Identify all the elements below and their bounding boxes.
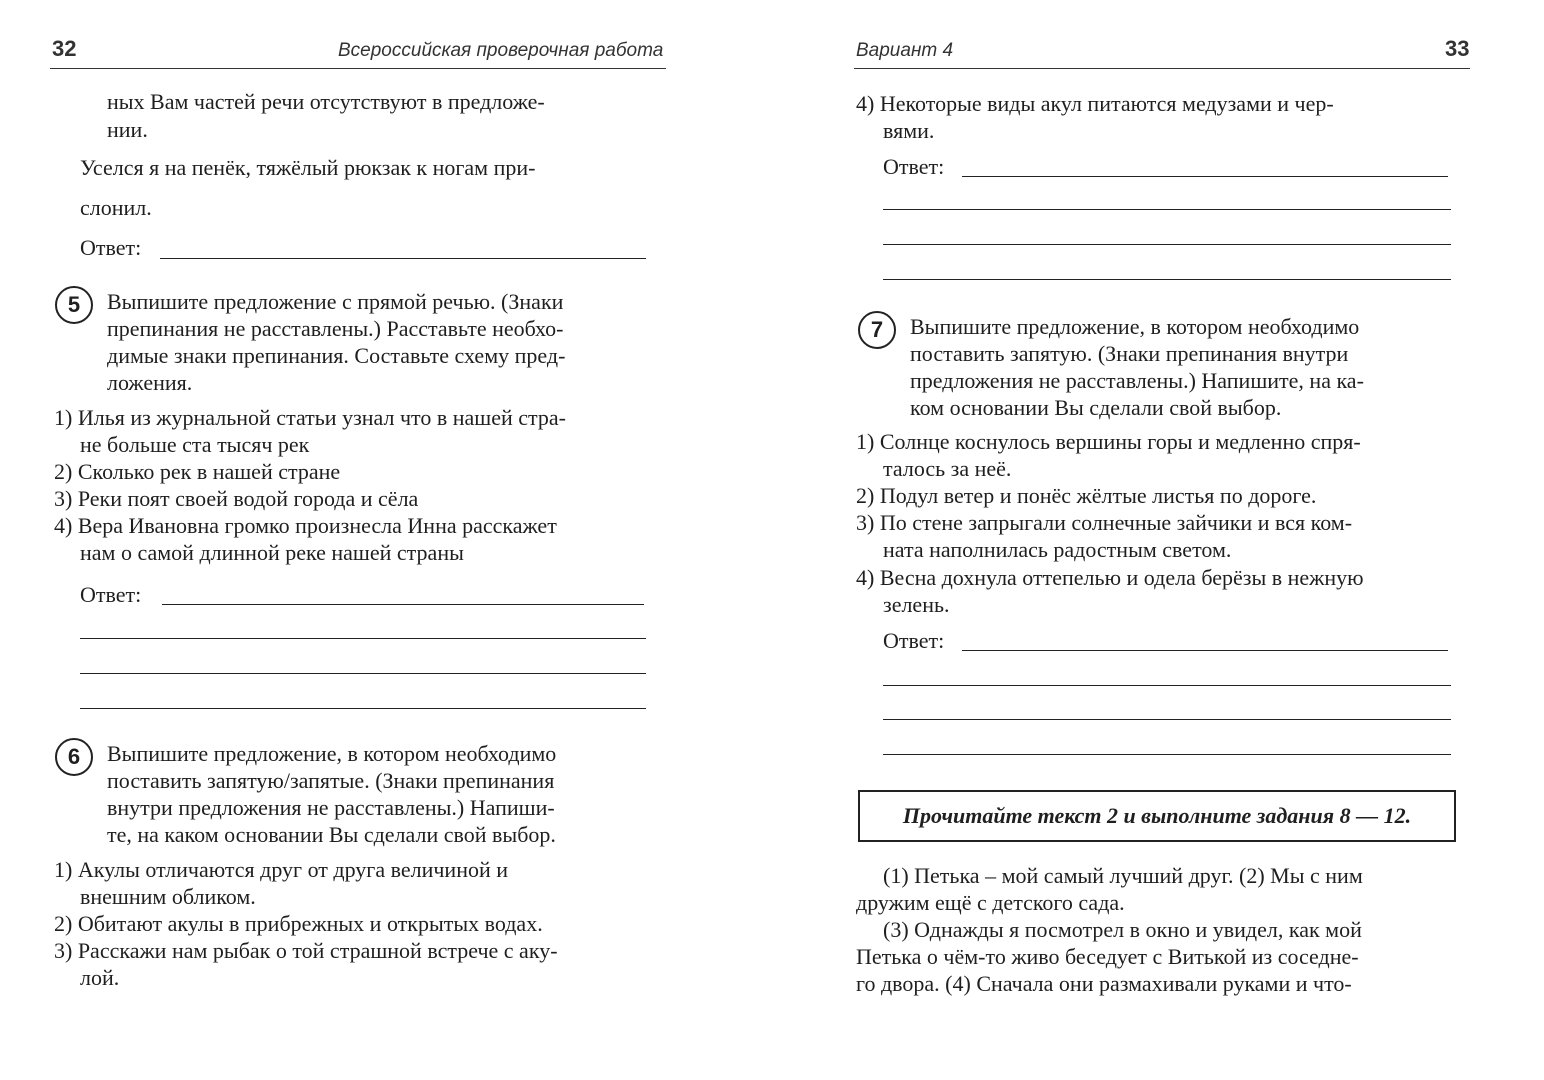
option-line: 1) Солнце коснулось вершины горы и медленно спря- [856, 429, 1361, 454]
option-line: 3) По стене запрыгали солнечные зайчики и вся ком- [856, 510, 1353, 535]
task-text-line: поставить запятую/запятые. (Знаки препинания [107, 768, 555, 793]
task-number-badge: 5 [55, 286, 93, 324]
sentence-line: слонил. [80, 195, 152, 220]
answer-line[interactable] [80, 673, 646, 674]
page-number: 33 [1445, 36, 1470, 61]
answer-line[interactable] [160, 258, 646, 259]
option-line: талось за неё. [883, 456, 1012, 481]
answer-label: Ответ: [883, 628, 945, 653]
header-rule [50, 68, 666, 69]
answer-line[interactable] [962, 176, 1448, 177]
answer-line[interactable] [883, 685, 1451, 686]
option-line: 3) Реки поят своей водой города и сёла [54, 486, 419, 511]
intro-line: ных Вам частей речи отсутствуют в предложе- [107, 89, 545, 114]
text-paragraph-line: дружим ещё с детского сада. [856, 890, 1125, 915]
option-line: внешним обликом. [80, 884, 256, 909]
option-line: 3) Расскажи нам рыбак о той страшной встрече с аку- [54, 938, 558, 963]
option-line: 1) Акулы отличаются друг от друга величиной и [54, 857, 509, 882]
option-line: 2) Обитают акулы в прибрежных и открытых водах. [54, 911, 543, 936]
task-text-line: Выпишите предложение с прямой речью. (Знаки [107, 289, 564, 314]
option-line: 1) Илья из журнальной статьи узнал что в нашей стра- [54, 405, 566, 430]
option-line: 4) Весна дохнула оттепелью и одела берёзы в нежную [856, 565, 1364, 590]
task-text-line: поставить запятую. (Знаки препинания внутри [910, 341, 1349, 366]
header-title: Вариант 4 [856, 40, 954, 61]
option-line: 2) Сколько рек в нашей стране [54, 459, 341, 484]
task-text-line: внутри предложения не расставлены.) Напиши- [107, 795, 555, 820]
header-title: Всероссийская проверочная работа [338, 40, 664, 61]
task-text-line: Выпишите предложение, в котором необходимо [107, 741, 557, 766]
answer-label: Ответ: [80, 582, 142, 607]
answer-line[interactable] [883, 754, 1451, 755]
option-line: 2) Подул ветер и понёс жёлтые листья по дороге. [856, 483, 1317, 508]
task-text-line: димые знаки препинания. Составьте схему пред- [107, 343, 566, 368]
option-line: нам о самой длинной реке нашей страны [80, 540, 464, 565]
answer-line[interactable] [80, 638, 646, 639]
answer-line[interactable] [162, 604, 644, 605]
answer-line[interactable] [962, 650, 1448, 651]
instruction-box [858, 790, 1456, 842]
task-text-line: те, на каком основании Вы сделали свой выбор. [107, 822, 556, 847]
task-text-line: ложения. [107, 370, 193, 395]
text-paragraph-line: Петька о чём-то живо беседует с Витькой из соседне- [856, 944, 1359, 969]
option-line: лой. [80, 965, 120, 990]
task-text-line: ком основании Вы сделали свой выбор. [910, 395, 1282, 420]
text-paragraph-line: (3) Однажды я посмотрел в окно и увидел, как мой [883, 917, 1362, 942]
answer-label: Ответ: [883, 154, 945, 179]
task-number-badge: 7 [858, 311, 896, 349]
answer-line[interactable] [883, 279, 1451, 280]
header-rule [854, 68, 1470, 69]
task-text-line: предложения не расставлены.) Напишите, на ка- [910, 368, 1364, 393]
answer-line[interactable] [883, 719, 1451, 720]
answer-label: Ответ: [80, 235, 142, 260]
task-number-badge: 6 [55, 738, 93, 776]
text-paragraph-line: го двора. (4) Сначала они размахивали руками и что- [856, 971, 1352, 996]
sentence-line: Уселся я на пенёк, тяжёлый рюкзак к ногам при- [80, 155, 536, 180]
instruction-text: Прочитайте текст 2 и выполните задания 8 — 12. [902, 803, 1412, 828]
option-line: 4) Некоторые виды акул питаются медузами и чер- [856, 91, 1334, 116]
answer-line[interactable] [883, 209, 1451, 210]
intro-line: нии. [107, 117, 148, 142]
task-text-line: Выпишите предложение, в котором необходимо [910, 314, 1360, 339]
right-page [772, 0, 1544, 1080]
answer-line[interactable] [883, 244, 1451, 245]
text-paragraph-line: (1) Петька – мой самый лучший друг. (2) Мы с ним [883, 863, 1363, 888]
answer-line[interactable] [80, 708, 646, 709]
page-number: 32 [52, 36, 77, 61]
option-line: вями. [883, 118, 935, 143]
task-text-line: препинания не расставлены.) Расставьте необхо- [107, 316, 564, 341]
option-line: 4) Вера Ивановна громко произнесла Инна расскажет [54, 513, 557, 538]
option-line: не больше ста тысяч рек [80, 432, 310, 457]
option-line: ната наполнилась радостным светом. [883, 537, 1232, 562]
option-line: зелень. [883, 592, 950, 617]
